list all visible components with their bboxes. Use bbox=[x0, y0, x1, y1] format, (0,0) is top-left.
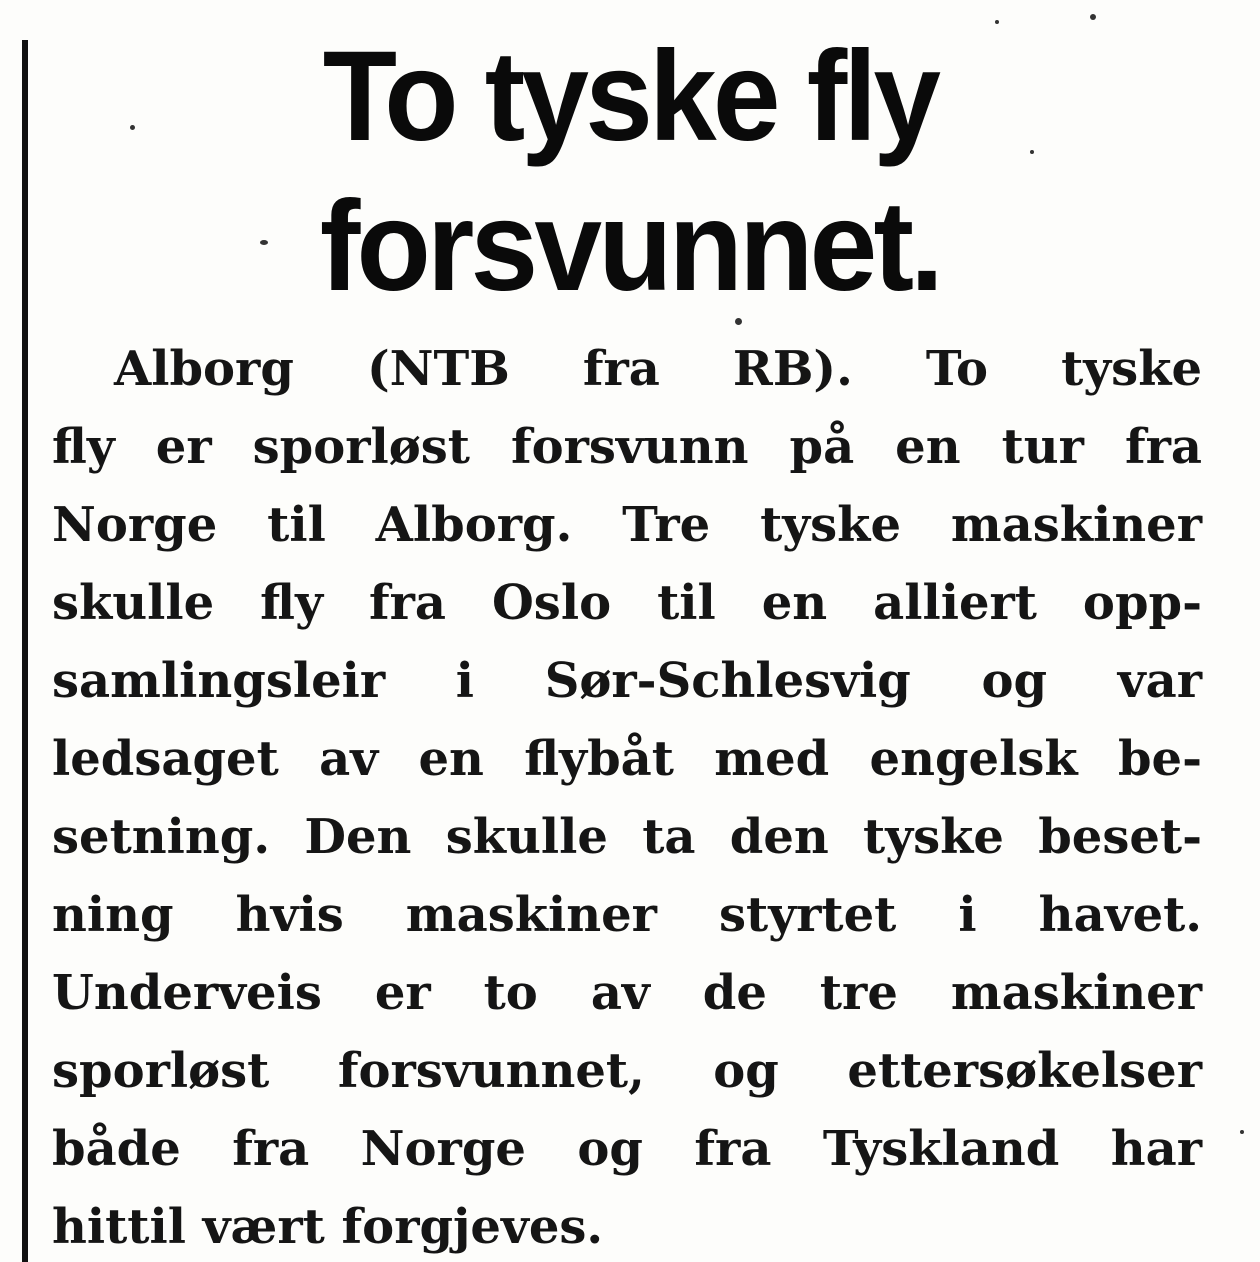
body-line: Norge til Alborg. Tre tyske maskiner bbox=[52, 497, 1202, 553]
print-speck bbox=[260, 240, 268, 245]
print-speck bbox=[1090, 14, 1096, 20]
body-line: ledsaget av en flybåt med engelsk be- bbox=[52, 731, 1202, 787]
body-line: ning hvis maskiner styrtet i havet. bbox=[52, 887, 1202, 943]
print-speck bbox=[1240, 1130, 1244, 1134]
body-line: Underveis er to av de tre maskiner bbox=[52, 965, 1202, 1021]
body-line: sporløst forsvunnet, og ettersøkelser bbox=[52, 1043, 1202, 1099]
print-speck bbox=[995, 20, 999, 24]
body-line: samlingsleir i Sør-Schlesvig og var bbox=[52, 653, 1202, 709]
headline-line-1: To tyske fly bbox=[322, 25, 938, 168]
body-line: fly er sporløst forsvunn på en tur fra bbox=[52, 419, 1202, 475]
body-line: hittil vært forgjeves. bbox=[52, 1199, 604, 1255]
body-line: Alborg (NTB fra RB). To tyske bbox=[114, 341, 1202, 397]
headline-line-2: forsvunnet. bbox=[319, 175, 941, 318]
print-speck bbox=[1030, 150, 1034, 154]
print-speck bbox=[735, 318, 742, 325]
column-rule bbox=[22, 40, 28, 1262]
body-line: skulle fly fra Oslo til en alliert opp- bbox=[52, 575, 1202, 631]
headline bbox=[130, 22, 1130, 322]
article-body bbox=[52, 330, 1202, 1262]
print-speck bbox=[130, 125, 135, 130]
body-line: både fra Norge og fra Tyskland har bbox=[52, 1121, 1202, 1177]
body-line: setning. Den skulle ta den tyske beset- bbox=[52, 809, 1202, 865]
